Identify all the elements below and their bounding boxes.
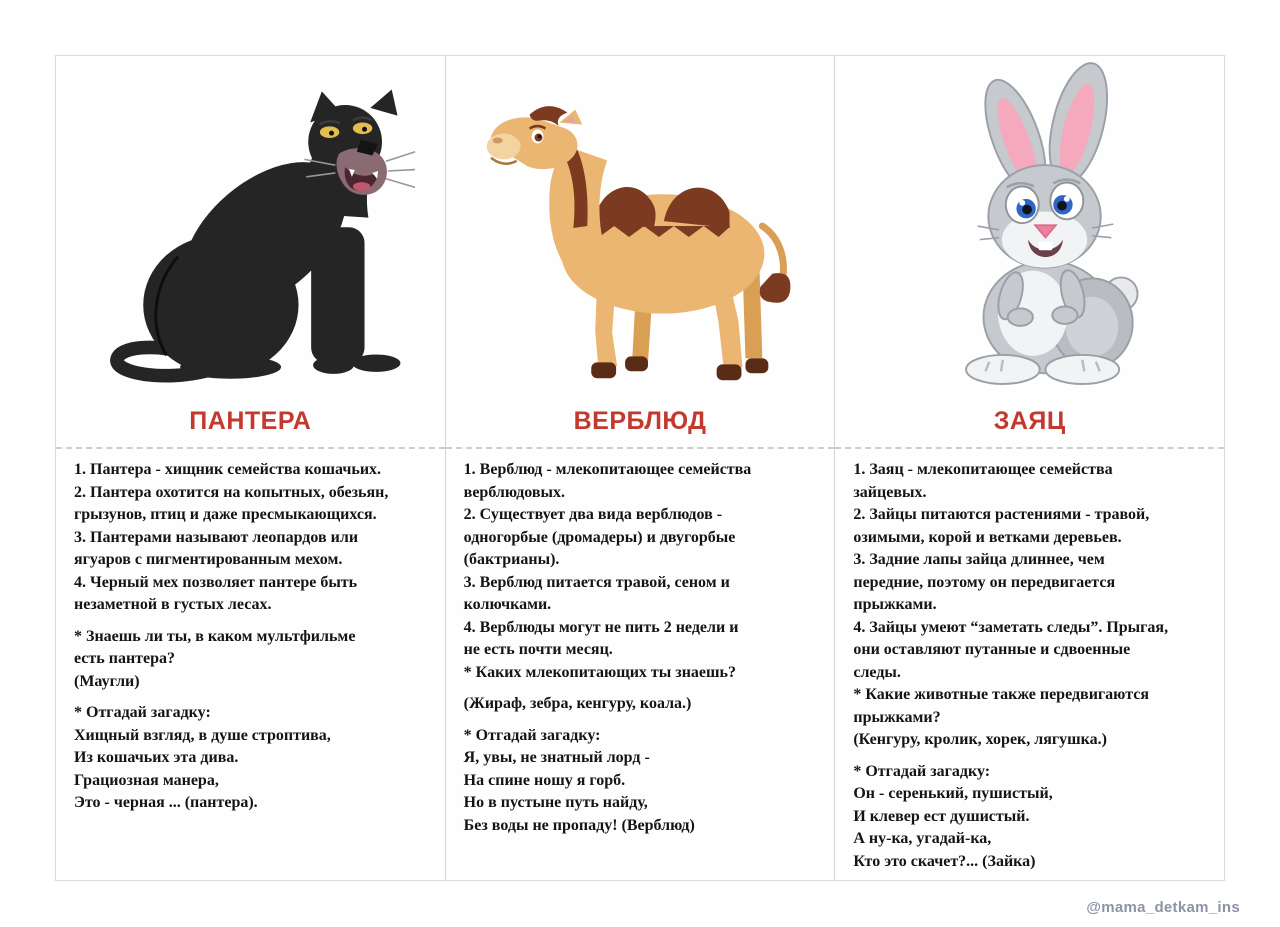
text-line: 4. Черный мех позволяет пантере быть: [74, 573, 358, 591]
text-line: одногорбые (дромадеры) и двугорбые: [463, 528, 736, 546]
card-text: [446, 447, 835, 880]
text-line: прыжками?: [853, 708, 941, 726]
text-line: Я, увы, не знатный лорд -: [463, 749, 650, 766]
text-block: [464, 725, 827, 838]
text-line: прыжками.: [853, 596, 937, 613]
card-title-hare: ЗАЯЦ: [993, 407, 1066, 435]
text-line: (Кенгуру, кролик, хорек, лягушка.): [853, 731, 1107, 748]
text-line: они оставляют путанные и сдвоенные: [853, 641, 1131, 658]
card-title-camel: ВЕРБЛЮД: [573, 407, 707, 435]
panther-image-area: [56, 56, 445, 396]
text-line: * Отгадай загадку:: [853, 762, 991, 780]
text-block: [74, 626, 437, 694]
text-line: * Отгадай загадку:: [74, 704, 211, 721]
text-line: 3. Верблюд питается травой, сеном и: [463, 573, 730, 591]
panther-illustration: [85, 78, 415, 396]
text-line: 2. Зайцы питаются растениями - травой,: [853, 506, 1150, 523]
panther-ear: [371, 89, 398, 115]
text-line: (бактрианы).: [463, 551, 560, 568]
text-line: зайцевых.: [853, 483, 927, 501]
text-line: следы.: [853, 663, 901, 681]
text-line: Но в пустыне путь найду,: [463, 794, 648, 811]
text-line: Это - черная ... (пантера).: [74, 794, 258, 811]
card-grid: [55, 55, 1225, 881]
card-panther: [56, 56, 445, 880]
text-line: незаметной в густых лесах.: [74, 596, 272, 613]
text-line: Из кошачьих эта дива.: [74, 749, 239, 766]
camel-muzzle: [487, 134, 521, 160]
card-text: [56, 447, 445, 880]
rabbit-foot: [1045, 355, 1119, 384]
text-line: Грациозная манера,: [74, 771, 219, 789]
text-line: есть пантера?: [74, 650, 176, 667]
camel-image-area: [446, 56, 835, 396]
text-block: [74, 702, 437, 815]
text-line: 1. Заяц - млекопитающее семейства: [853, 461, 1113, 478]
text-line: 1. Пантера - хищник семейства кошачьих.: [74, 461, 382, 478]
rabbit-foot: [966, 355, 1040, 384]
text-line: А ну-ка, угадай-ка,: [853, 830, 992, 847]
text-block: [464, 693, 827, 716]
text-line: * Знаешь ли ты, в каком мультфильме: [74, 627, 356, 645]
text-line: грызунов, птиц и даже пресмыкающихся.: [74, 506, 377, 523]
text-line: верблюдовых.: [463, 483, 566, 501]
text-line: колючками.: [463, 596, 552, 613]
text-line: 4. Верблюды могут не пить 2 недели и: [463, 618, 739, 636]
rabbit-eye: [1050, 182, 1083, 219]
text-line: * Каких млекопитающих ты знаешь?: [463, 663, 736, 681]
text-line: 2. Существует два вида верблюдов -: [463, 506, 723, 523]
text-block: [853, 761, 1216, 874]
text-line: озимыми, корой и ветками деревьев.: [853, 528, 1122, 546]
card-title-panther: ПАНТЕРА: [189, 407, 312, 435]
watermark: @mama_detkam_ins: [1086, 899, 1240, 916]
text-line: Он - серенький, пушистый,: [853, 785, 1053, 802]
card-hare: [834, 56, 1224, 880]
text-line: И клевер ест душистый.: [853, 807, 1030, 825]
rabbit-illustration: [875, 60, 1185, 396]
camel-illustration: [446, 76, 834, 396]
text-line: передние, поэтому он передвигается: [853, 573, 1116, 591]
text-line: не есть почти месяц.: [463, 641, 613, 658]
card-text: [835, 447, 1224, 880]
text-line: Без воды не пропаду! (Верблюд): [463, 816, 695, 834]
text-block: [853, 459, 1216, 752]
text-block: [464, 459, 827, 684]
text-line: 3. Пантерами называют леопардов или: [74, 528, 359, 546]
text-line: 1. Верблюд - млекопитающее семейства: [463, 461, 752, 478]
text-line: (Жираф, зебра, кенгуру, коала.): [463, 695, 692, 712]
text-line: Кто это скачет?... (Зайка): [853, 852, 1036, 870]
text-line: * Какие животные также передвигаются: [853, 686, 1150, 703]
text-line: * Отгадай загадку:: [463, 726, 601, 744]
text-line: 3. Задние лапы зайца длиннее, чем: [853, 551, 1105, 568]
rabbit-eye: [1005, 186, 1038, 223]
text-line: На спине ношу я горб.: [463, 771, 626, 789]
text-line: ягуаров с пигментированным мехом.: [74, 551, 343, 568]
text-line: Хищный взгляд, в душе строптива,: [74, 726, 331, 744]
text-line: (Маугли): [74, 672, 140, 690]
camel-hump: [593, 187, 655, 227]
card-camel: [445, 56, 835, 880]
camel-hump: [664, 188, 730, 228]
text-line: 2. Пантера охотится на копытных, обезьян,: [74, 483, 389, 501]
hare-image-area: [835, 56, 1224, 396]
text-block: [74, 459, 437, 617]
text-line: 4. Зайцы умеют “заметать следы”. Прыгая,: [853, 618, 1169, 636]
